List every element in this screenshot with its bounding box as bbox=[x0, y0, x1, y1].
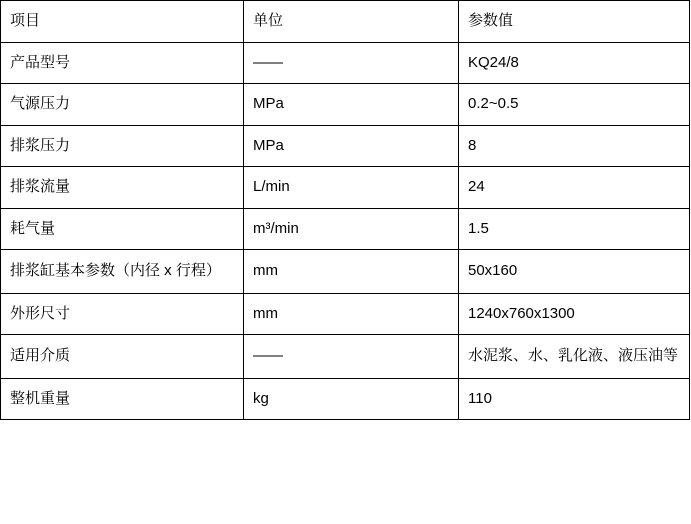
table-row bbox=[1, 250, 690, 294]
table-row bbox=[1, 125, 690, 167]
row-value: 110 bbox=[459, 378, 690, 420]
column-header-unit: 单位 bbox=[244, 1, 459, 43]
column-header-value: 参数值 bbox=[459, 1, 690, 43]
row-value: 24 bbox=[459, 167, 690, 209]
row-item: 适用介质 bbox=[1, 335, 244, 379]
row-value: 1.5 bbox=[459, 208, 690, 250]
row-item: 排浆流量 bbox=[1, 167, 244, 209]
row-value: 50x160 bbox=[459, 250, 690, 294]
row-unit: MPa bbox=[244, 84, 459, 126]
row-unit: —— bbox=[244, 42, 459, 84]
row-unit: MPa bbox=[244, 125, 459, 167]
row-item: 产品型号 bbox=[1, 42, 244, 84]
row-value: 水泥浆、水、乳化液、液压油等 bbox=[459, 335, 690, 379]
row-value: KQ24/8 bbox=[459, 42, 690, 84]
row-item: 排浆压力 bbox=[1, 125, 244, 167]
row-item: 排浆缸基本参数（内径 x 行程） bbox=[1, 250, 244, 294]
table-row bbox=[1, 84, 690, 126]
table-row bbox=[1, 42, 690, 84]
table-row bbox=[1, 378, 690, 420]
row-unit: mm bbox=[244, 250, 459, 294]
row-unit: kg bbox=[244, 378, 459, 420]
row-value: 0.2~0.5 bbox=[459, 84, 690, 126]
row-value: 1240x760x1300 bbox=[459, 293, 690, 335]
row-unit: L/min bbox=[244, 167, 459, 209]
row-item: 外形尺寸 bbox=[1, 293, 244, 335]
row-unit: mm bbox=[244, 293, 459, 335]
table-row bbox=[1, 293, 690, 335]
column-header-item: 项目 bbox=[1, 1, 244, 43]
table-row bbox=[1, 208, 690, 250]
table-row bbox=[1, 335, 690, 379]
table-header-row bbox=[1, 1, 690, 43]
table-row bbox=[1, 167, 690, 209]
row-value: 8 bbox=[459, 125, 690, 167]
row-item: 耗气量 bbox=[1, 208, 244, 250]
row-unit: m³/min bbox=[244, 208, 459, 250]
row-unit: —— bbox=[244, 335, 459, 379]
row-item: 气源压力 bbox=[1, 84, 244, 126]
row-item: 整机重量 bbox=[1, 378, 244, 420]
